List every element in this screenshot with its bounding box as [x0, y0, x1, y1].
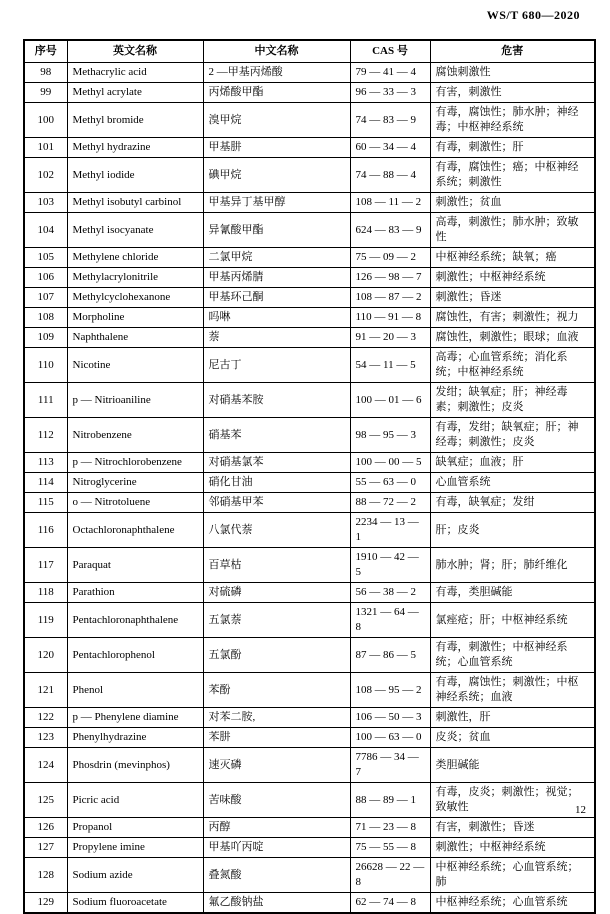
row-english-name: Phenylhydrazine: [67, 728, 203, 748]
row-english-name: Phosdrin (mevinphos): [67, 748, 203, 783]
table-row: [24, 858, 595, 893]
table-row: [24, 548, 595, 583]
row-hazard: 心血管系统: [430, 473, 595, 493]
row-hazard: 刺激性；昏迷: [430, 288, 595, 308]
table-row: [24, 158, 595, 193]
row-chinese-name: 尼古丁: [203, 348, 350, 383]
row-serial-number: 107: [24, 288, 67, 308]
row-chinese-name: 叠氮酸: [203, 858, 350, 893]
row-hazard: 发绀；缺氧症；肝；神经毒素；刺激性；皮炎: [430, 383, 595, 418]
row-hazard: 有害，刺激性: [430, 83, 595, 103]
row-hazard: 肝；皮炎: [430, 513, 595, 548]
row-english-name: Methyl hydrazine: [67, 138, 203, 158]
row-cas-number: 56 — 38 — 2: [350, 583, 430, 603]
table-row: [24, 453, 595, 473]
row-serial-number: 115: [24, 493, 67, 513]
row-english-name: Methyl iodide: [67, 158, 203, 193]
row-hazard: 中枢神经系统；心血管系统: [430, 893, 595, 914]
row-chinese-name: 丙醇: [203, 818, 350, 838]
row-cas-number: 7786 — 34 — 7: [350, 748, 430, 783]
table-row: [24, 288, 595, 308]
row-english-name: Nitroglycerine: [67, 473, 203, 493]
table-row: [24, 638, 595, 673]
row-serial-number: 109: [24, 328, 67, 348]
row-cas-number: 54 — 11 — 5: [350, 348, 430, 383]
row-english-name: Paraquat: [67, 548, 203, 583]
row-english-name: Nitrobenzene: [67, 418, 203, 453]
row-chinese-name: 百草枯: [203, 548, 350, 583]
row-serial-number: 102: [24, 158, 67, 193]
row-cas-number: 2234 — 13 — 1: [350, 513, 430, 548]
row-chinese-name: 异氰酸甲酯: [203, 213, 350, 248]
row-cas-number: 98 — 95 — 3: [350, 418, 430, 453]
row-cas-number: 1910 — 42 — 5: [350, 548, 430, 583]
table-row: [24, 748, 595, 783]
row-hazard: 有害，刺激性；昏迷: [430, 818, 595, 838]
row-cas-number: 75 — 55 — 8: [350, 838, 430, 858]
row-serial-number: 114: [24, 473, 67, 493]
row-chinese-name: 甲基异丁基甲醇: [203, 193, 350, 213]
row-chinese-name: 二氯甲烷: [203, 248, 350, 268]
row-english-name: Methyl isocyanate: [67, 213, 203, 248]
row-hazard: 有毒，腐蚀性；癌；中枢神经系统；刺激性: [430, 158, 595, 193]
row-cas-number: 106 — 50 — 3: [350, 708, 430, 728]
row-hazard: 有毒，腐蚀性；刺激性；中枢神经系统；血液: [430, 673, 595, 708]
row-hazard: 腐蚀性，刺激性；眼球；血液: [430, 328, 595, 348]
row-serial-number: 117: [24, 548, 67, 583]
header-serial-number: 序号: [24, 40, 67, 63]
header-hazard: 危害: [430, 40, 595, 63]
row-chinese-name: 溴甲烷: [203, 103, 350, 138]
row-cas-number: 62 — 74 — 8: [350, 893, 430, 914]
row-cas-number: 108 — 87 — 2: [350, 288, 430, 308]
header-cas-number: CAS 号: [350, 40, 430, 63]
row-serial-number: 98: [24, 63, 67, 83]
table-row: [24, 348, 595, 383]
table-row: [24, 893, 595, 914]
row-hazard: 腐蚀刺激性: [430, 63, 595, 83]
row-serial-number: 99: [24, 83, 67, 103]
table-row: [24, 268, 595, 288]
row-chinese-name: 硝化甘油: [203, 473, 350, 493]
row-english-name: Methyl bromide: [67, 103, 203, 138]
row-cas-number: 60 — 34 — 4: [350, 138, 430, 158]
row-cas-number: 100 — 63 — 0: [350, 728, 430, 748]
table-row: [24, 83, 595, 103]
row-english-name: p — Phenylene diamine: [67, 708, 203, 728]
row-english-name: Propanol: [67, 818, 203, 838]
table-row: [24, 63, 595, 83]
row-english-name: Morpholine: [67, 308, 203, 328]
row-serial-number: 110: [24, 348, 67, 383]
row-hazard: 有毒，腐蚀性；肺水肿；神经毒；中枢神经系统: [430, 103, 595, 138]
row-cas-number: 55 — 63 — 0: [350, 473, 430, 493]
row-english-name: Pentachloronaphthalene: [67, 603, 203, 638]
row-chinese-name: 萘: [203, 328, 350, 348]
row-english-name: Pentachlorophenol: [67, 638, 203, 673]
row-serial-number: 103: [24, 193, 67, 213]
row-hazard: 有毒，发绀；缺氧症；肝；神经毒；刺激性；皮炎: [430, 418, 595, 453]
row-chinese-name: 苯肼: [203, 728, 350, 748]
row-chinese-name: 甲基丙烯腈: [203, 268, 350, 288]
header-english-name: 英文名称: [67, 40, 203, 63]
row-serial-number: 108: [24, 308, 67, 328]
table-row: [24, 193, 595, 213]
row-english-name: Picric acid: [67, 783, 203, 818]
row-cas-number: 88 — 72 — 2: [350, 493, 430, 513]
row-english-name: Methacrylic acid: [67, 63, 203, 83]
row-hazard: 高毒；心血管系统；消化系统；中枢神经系统: [430, 348, 595, 383]
row-hazard: 有毒，刺激性；中枢神经系统；心血管系统: [430, 638, 595, 673]
document-code: WS/T 680—2020: [486, 8, 580, 22]
table-row: [24, 418, 595, 453]
row-serial-number: 100: [24, 103, 67, 138]
table-row: [24, 818, 595, 838]
row-serial-number: 122: [24, 708, 67, 728]
table-row: [24, 248, 595, 268]
row-serial-number: 112: [24, 418, 67, 453]
row-serial-number: 123: [24, 728, 67, 748]
row-cas-number: 108 — 95 — 2: [350, 673, 430, 708]
row-cas-number: 71 — 23 — 8: [350, 818, 430, 838]
row-english-name: Sodium azide: [67, 858, 203, 893]
row-cas-number: 108 — 11 — 2: [350, 193, 430, 213]
row-serial-number: 120: [24, 638, 67, 673]
row-serial-number: 104: [24, 213, 67, 248]
row-cas-number: 1321 — 64 — 8: [350, 603, 430, 638]
row-serial-number: 111: [24, 383, 67, 418]
table-row: [24, 308, 595, 328]
row-serial-number: 124: [24, 748, 67, 783]
table-row: [24, 103, 595, 138]
table-row: [24, 493, 595, 513]
row-english-name: Octachloronaphthalene: [67, 513, 203, 548]
table-row: [24, 603, 595, 638]
row-serial-number: 106: [24, 268, 67, 288]
row-serial-number: 125: [24, 783, 67, 818]
row-hazard: 有毒，刺激性；肝: [430, 138, 595, 158]
row-hazard: 刺激性；贫血: [430, 193, 595, 213]
row-english-name: p — Nitrochlorobenzene: [67, 453, 203, 473]
row-chinese-name: 碘甲烷: [203, 158, 350, 193]
row-cas-number: 100 — 01 — 6: [350, 383, 430, 418]
row-cas-number: 74 — 88 — 4: [350, 158, 430, 193]
row-hazard: 皮炎；贫血: [430, 728, 595, 748]
row-chinese-name: 对硫磷: [203, 583, 350, 603]
row-chinese-name: 邻硝基甲苯: [203, 493, 350, 513]
table-row: [24, 213, 595, 248]
row-english-name: Sodium fluoroacetate: [67, 893, 203, 914]
row-hazard: 有毒，皮炎；刺激性；视觉；致敏性: [430, 783, 595, 818]
row-chinese-name: 甲基环己酮: [203, 288, 350, 308]
row-serial-number: 129: [24, 893, 67, 914]
row-cas-number: 91 — 20 — 3: [350, 328, 430, 348]
row-chinese-name: 速灭磷: [203, 748, 350, 783]
row-cas-number: 624 — 83 — 9: [350, 213, 430, 248]
row-hazard: 有毒，缺氧症；发绀: [430, 493, 595, 513]
row-cas-number: 79 — 41 — 4: [350, 63, 430, 83]
row-cas-number: 96 — 33 — 3: [350, 83, 430, 103]
row-hazard: 肺水肿；肾；肝；肺纤维化: [430, 548, 595, 583]
row-hazard: 腐蚀性，有害；刺激性；视力: [430, 308, 595, 328]
row-chinese-name: 氟乙酸钠盐: [203, 893, 350, 914]
row-chinese-name: 五氯酚: [203, 638, 350, 673]
row-chinese-name: 对硝基苯胺: [203, 383, 350, 418]
row-cas-number: 75 — 09 — 2: [350, 248, 430, 268]
row-serial-number: 101: [24, 138, 67, 158]
row-chinese-name: 苯酚: [203, 673, 350, 708]
table-row: [24, 673, 595, 708]
table-header-row: [24, 40, 595, 63]
row-hazard: 刺激性；中枢神经系统: [430, 268, 595, 288]
table-row: [24, 383, 595, 418]
row-chinese-name: 八氯代萘: [203, 513, 350, 548]
row-chinese-name: 2 —甲基丙烯酸: [203, 63, 350, 83]
row-chinese-name: 吗啉: [203, 308, 350, 328]
row-serial-number: 119: [24, 603, 67, 638]
table-row: [24, 328, 595, 348]
table-row: [24, 513, 595, 548]
row-cas-number: 87 — 86 — 5: [350, 638, 430, 673]
row-english-name: p — Nitrioaniline: [67, 383, 203, 418]
row-serial-number: 128: [24, 858, 67, 893]
row-serial-number: 105: [24, 248, 67, 268]
table-row: [24, 583, 595, 603]
row-hazard: 氯痤疮；肝；中枢神经系统: [430, 603, 595, 638]
row-cas-number: 110 — 91 — 8: [350, 308, 430, 328]
row-english-name: Parathion: [67, 583, 203, 603]
page-number: 12: [575, 804, 586, 816]
row-cas-number: 126 — 98 — 7: [350, 268, 430, 288]
row-serial-number: 116: [24, 513, 67, 548]
table-row: [24, 473, 595, 493]
row-chinese-name: 甲基吖丙啶: [203, 838, 350, 858]
row-english-name: Propylene imine: [67, 838, 203, 858]
row-chinese-name: 苦味酸: [203, 783, 350, 818]
row-serial-number: 113: [24, 453, 67, 473]
row-hazard: 刺激性；中枢神经系统: [430, 838, 595, 858]
row-english-name: o — Nitrotoluene: [67, 493, 203, 513]
row-cas-number: 100 — 00 — 5: [350, 453, 430, 473]
row-chinese-name: 甲基肼: [203, 138, 350, 158]
row-hazard: 有毒，类胆碱能: [430, 583, 595, 603]
row-hazard: 类胆碱能: [430, 748, 595, 783]
row-chinese-name: 对苯二胺,: [203, 708, 350, 728]
header-chinese-name: 中文名称: [203, 40, 350, 63]
table-row: [24, 728, 595, 748]
table-row: [24, 708, 595, 728]
row-english-name: Methylcyclohexanone: [67, 288, 203, 308]
row-english-name: Phenol: [67, 673, 203, 708]
table-row: [24, 783, 595, 818]
row-chinese-name: 硝基苯: [203, 418, 350, 453]
table-row: [24, 138, 595, 158]
chemical-hazard-table: [23, 39, 596, 914]
row-serial-number: 118: [24, 583, 67, 603]
row-hazard: 缺氧症；血液；肝: [430, 453, 595, 473]
row-hazard: 中枢神经系统；缺氧；癌: [430, 248, 595, 268]
row-serial-number: 127: [24, 838, 67, 858]
row-chinese-name: 丙烯酸甲酯: [203, 83, 350, 103]
row-chinese-name: 对硝基氯苯: [203, 453, 350, 473]
row-english-name: Methyl acrylate: [67, 83, 203, 103]
row-hazard: 高毒，刺激性；肺水肿；致敏性: [430, 213, 595, 248]
row-english-name: Methyl isobutyl carbinol: [67, 193, 203, 213]
row-cas-number: 26628 — 22 — 8: [350, 858, 430, 893]
row-hazard: 刺激性，肝: [430, 708, 595, 728]
row-english-name: Naphthalene: [67, 328, 203, 348]
row-chinese-name: 五氯萘: [203, 603, 350, 638]
row-english-name: Methylacrylonitrile: [67, 268, 203, 288]
row-english-name: Methylene chloride: [67, 248, 203, 268]
row-cas-number: 88 — 89 — 1: [350, 783, 430, 818]
row-english-name: Nicotine: [67, 348, 203, 383]
row-cas-number: 74 — 83 — 9: [350, 103, 430, 138]
row-serial-number: 121: [24, 673, 67, 708]
table-row: [24, 838, 595, 858]
row-serial-number: 126: [24, 818, 67, 838]
row-hazard: 中枢神经系统；心血管系统；肺: [430, 858, 595, 893]
